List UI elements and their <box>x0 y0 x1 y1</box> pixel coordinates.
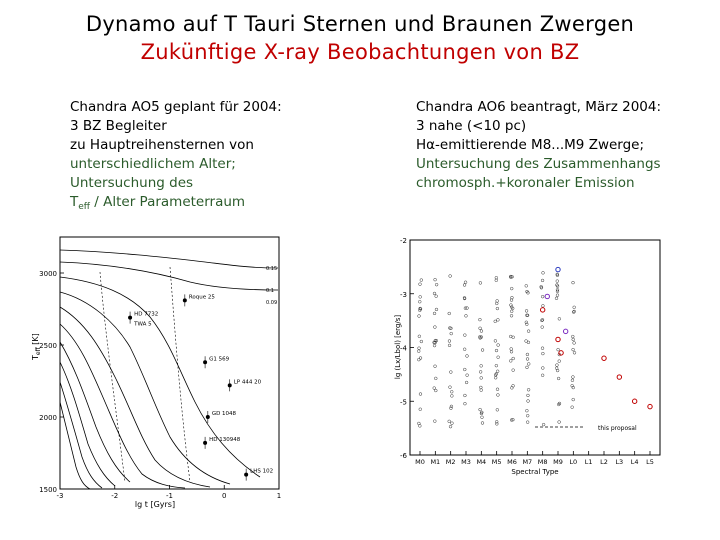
data-point <box>494 339 497 342</box>
data-point <box>463 348 466 351</box>
data-point <box>527 394 530 397</box>
data-point <box>449 425 452 428</box>
left-line-6 <box>70 193 282 217</box>
teff-subscript: eff <box>78 202 90 212</box>
data-point <box>572 398 575 401</box>
x-tick-label: -1 <box>166 492 173 500</box>
chart-frame <box>410 240 660 455</box>
x-tick-label: M2 <box>445 458 456 466</box>
highlight-point <box>540 308 544 312</box>
data-point <box>525 309 528 312</box>
object-label: LHS 102 <box>250 468 274 475</box>
right-line-3: Hα-emittierende M8...M9 Zwerge; <box>416 137 645 153</box>
data-point <box>480 330 483 333</box>
right-text-block <box>416 98 661 193</box>
object-label: TWA 5 <box>134 321 152 328</box>
y-tick-label: -5 <box>400 398 407 407</box>
data-point <box>479 370 482 373</box>
data-point <box>495 420 498 423</box>
data-point <box>450 332 453 335</box>
data-point <box>480 377 483 380</box>
data-point <box>527 330 530 333</box>
data-point <box>465 314 468 317</box>
data-point <box>572 348 575 351</box>
data-point <box>434 365 437 368</box>
data-point <box>419 283 422 286</box>
data-point <box>420 279 423 282</box>
data-point <box>496 307 499 310</box>
data-point <box>526 366 529 369</box>
data-point <box>450 405 453 408</box>
data-point <box>512 369 515 372</box>
object-label: Roque 25 <box>188 294 215 301</box>
data-point <box>571 335 574 338</box>
data-point <box>433 344 436 347</box>
left-line-1: Chandra AO5 geplant für 2004: <box>70 99 282 115</box>
data-point <box>542 304 545 307</box>
y-tick-label: -3 <box>400 290 407 299</box>
x-tick-label: M8 <box>537 458 548 466</box>
data-point <box>466 355 469 358</box>
data-point <box>526 421 529 424</box>
data-point <box>480 389 483 392</box>
data-point <box>573 351 576 354</box>
data-point <box>451 422 454 425</box>
data-point <box>450 394 453 397</box>
y-tick-label: -2 <box>400 237 407 245</box>
data-point <box>572 338 575 341</box>
data-point <box>555 297 558 300</box>
object-label: LP 444 20 <box>233 379 262 386</box>
data-point <box>448 312 451 315</box>
data-point <box>557 377 560 380</box>
right-line-5: chromosph.+koronaler Emission <box>416 175 635 191</box>
data-point <box>510 310 513 313</box>
x-tick-label: M7 <box>522 458 533 466</box>
data-point <box>417 350 420 353</box>
data-point <box>510 348 513 351</box>
track-label-2: 0.1 <box>266 288 274 294</box>
data-point <box>418 347 421 350</box>
data-point <box>449 275 452 278</box>
data-point <box>448 420 451 423</box>
data-point <box>541 279 544 282</box>
object-label: G1 569 <box>209 356 230 363</box>
x-tick-label: L0 <box>569 458 578 466</box>
data-point <box>525 284 528 287</box>
data-point <box>433 312 436 315</box>
data-point <box>464 281 467 284</box>
data-point <box>527 363 530 366</box>
data-point <box>479 318 482 321</box>
data-point <box>510 287 513 290</box>
data-point <box>510 350 513 353</box>
data-point <box>449 386 452 389</box>
left-text-block <box>70 98 282 217</box>
data-point <box>526 353 529 356</box>
data-point <box>420 340 423 343</box>
data-point <box>558 421 561 424</box>
data-point <box>527 400 530 403</box>
data-point <box>450 390 453 393</box>
highlight-point <box>556 267 560 271</box>
data-point <box>418 315 421 318</box>
data-point <box>558 317 561 320</box>
data-point <box>496 408 499 411</box>
data-point <box>541 367 544 370</box>
data-point <box>572 281 575 284</box>
x-tick-label: L1 <box>584 458 593 466</box>
data-point <box>556 294 559 297</box>
data-point <box>463 334 466 337</box>
x-tick-label: M0 <box>415 458 425 466</box>
data-point <box>573 342 576 345</box>
data-point <box>497 344 500 347</box>
data-point <box>435 283 438 286</box>
data-point <box>541 326 544 329</box>
left-line-6-text: / Alter Parameterraum <box>90 194 246 210</box>
data-point <box>481 416 484 419</box>
this-proposal-label: this proposal <box>598 425 637 432</box>
teff-symbol: T <box>70 194 79 210</box>
data-point <box>556 364 559 367</box>
data-point <box>541 295 544 298</box>
highlight-point <box>602 356 606 360</box>
data-point <box>525 321 528 324</box>
x-tick-label: L5 <box>646 458 654 466</box>
data-point <box>463 284 466 287</box>
data-point <box>464 402 467 405</box>
y-tick-label: 1500 <box>39 486 57 494</box>
data-point <box>525 340 528 343</box>
left-line-2: 3 BZ Begleiter <box>70 118 167 134</box>
data-point <box>495 364 498 367</box>
data-point <box>479 327 482 330</box>
y-tick-label: 2500 <box>39 342 57 350</box>
data-point <box>541 352 544 355</box>
data-point <box>418 335 421 338</box>
data-point <box>480 364 483 367</box>
data-point <box>419 393 422 396</box>
data-point <box>510 314 513 317</box>
data-point <box>481 349 484 352</box>
highlight-point <box>559 351 563 355</box>
data-point <box>541 374 544 377</box>
data-point <box>527 388 530 391</box>
track-label-1: 0.15 <box>266 266 278 272</box>
data-point <box>495 349 498 352</box>
x-ticks <box>415 451 654 466</box>
scatter-points <box>417 267 652 428</box>
data-point <box>434 278 437 281</box>
object-label: HD 130948 <box>209 436 241 443</box>
data-point <box>556 280 559 283</box>
data-point <box>541 347 544 350</box>
data-point <box>526 358 529 361</box>
x-tick-label: M4 <box>476 458 487 466</box>
x-tick-label: L2 <box>600 458 608 466</box>
data-point <box>433 326 436 329</box>
data-point <box>542 271 545 274</box>
left-line-4: unterschiedlichem Alter; <box>70 156 236 172</box>
data-point <box>464 394 467 397</box>
data-point <box>558 360 561 363</box>
x-tick-label: M6 <box>507 458 517 466</box>
data-point <box>479 408 482 411</box>
x-tick-label: -3 <box>56 492 64 500</box>
data-point <box>418 424 421 427</box>
x-axis-label: Spectral Type <box>511 468 559 476</box>
y-tick-label: -6 <box>400 452 407 460</box>
data-point <box>463 368 466 371</box>
lx-lbol-chart <box>380 232 665 494</box>
highlight-point <box>632 399 636 403</box>
data-point <box>496 388 499 391</box>
data-point <box>573 306 576 309</box>
x-tick-label: 1 <box>276 492 282 500</box>
chart-frame <box>60 237 279 489</box>
left-line-5: Untersuchung des <box>70 175 194 191</box>
data-point <box>419 408 422 411</box>
x-tick-label: M9 <box>553 458 563 466</box>
x-ticks <box>57 485 282 500</box>
data-point <box>512 357 515 360</box>
data-point <box>526 414 529 417</box>
data-point <box>434 377 437 380</box>
left-line-3: zu Hauptreihensternen von <box>70 137 254 153</box>
highlight-point <box>648 404 652 408</box>
x-tick-label: L4 <box>630 458 639 466</box>
data-point <box>496 318 499 321</box>
highlight-point <box>617 375 621 379</box>
data-point <box>435 295 438 298</box>
data-point <box>433 292 436 295</box>
data-point <box>419 295 422 298</box>
data-point <box>419 357 422 360</box>
x-tick-label: L3 <box>615 458 624 466</box>
data-point <box>557 348 560 351</box>
data-point <box>417 358 420 361</box>
y-tick-label: 2000 <box>39 414 57 422</box>
x-tick-label: M1 <box>430 458 441 466</box>
y-tick-label: 3000 <box>39 270 57 278</box>
highlight-point <box>556 337 560 341</box>
data-point <box>497 394 500 397</box>
data-point <box>525 409 528 412</box>
x-tick-label: M3 <box>461 458 471 466</box>
right-line-1: Chandra AO6 beantragt, März 2004: <box>416 99 662 115</box>
data-point <box>481 422 484 425</box>
data-point <box>542 423 545 426</box>
right-line-2: 3 nahe (<10 pc) <box>416 118 527 134</box>
x-tick-label: 0 <box>222 492 227 500</box>
object-points <box>128 294 273 480</box>
data-point <box>435 308 438 311</box>
track-label-3: 0.09 <box>266 300 278 306</box>
data-point <box>466 374 469 377</box>
page-title: Dynamo auf T Tauri Sternen und Braunen Zwergen <box>85 12 635 36</box>
data-point <box>450 407 453 410</box>
page-subtitle: Zukünftige X-ray Beobachtungen von BZ <box>140 40 580 64</box>
y-axis-label: lg (Lx/Lbol) [erg/s] <box>394 314 402 380</box>
data-point <box>449 371 452 374</box>
data-point <box>465 381 468 384</box>
data-point <box>433 420 436 423</box>
data-point <box>494 320 497 323</box>
data-point <box>572 376 575 379</box>
object-label: GD 1048 <box>211 411 237 417</box>
object-label: HD 7732 <box>134 311 159 318</box>
y-tick-label: -4 <box>400 344 407 353</box>
evolution-tracks <box>60 250 278 489</box>
data-point <box>525 323 528 326</box>
data-point <box>509 359 512 362</box>
x-tick-label: -2 <box>111 492 119 500</box>
data-point <box>571 379 574 382</box>
y-axis-label: $T_{eff}$ [K] <box>31 333 42 360</box>
data-point <box>418 300 421 303</box>
x-axis-label: lg t [Gyrs] <box>134 500 176 509</box>
data-point <box>571 406 574 409</box>
data-point <box>448 344 451 347</box>
data-point <box>496 370 499 373</box>
data-point <box>494 376 497 379</box>
data-point <box>497 356 500 359</box>
data-point <box>433 387 436 390</box>
x-tick-label: M5 <box>491 458 502 466</box>
right-line-4: Untersuchung des Zusammenhangs <box>416 156 661 172</box>
data-point <box>479 282 482 285</box>
highlight-point <box>545 294 549 298</box>
teff-age-chart <box>30 232 280 512</box>
y-ticks <box>400 237 414 460</box>
data-point <box>479 386 482 389</box>
highlight-point <box>563 329 567 333</box>
data-point <box>448 340 451 343</box>
